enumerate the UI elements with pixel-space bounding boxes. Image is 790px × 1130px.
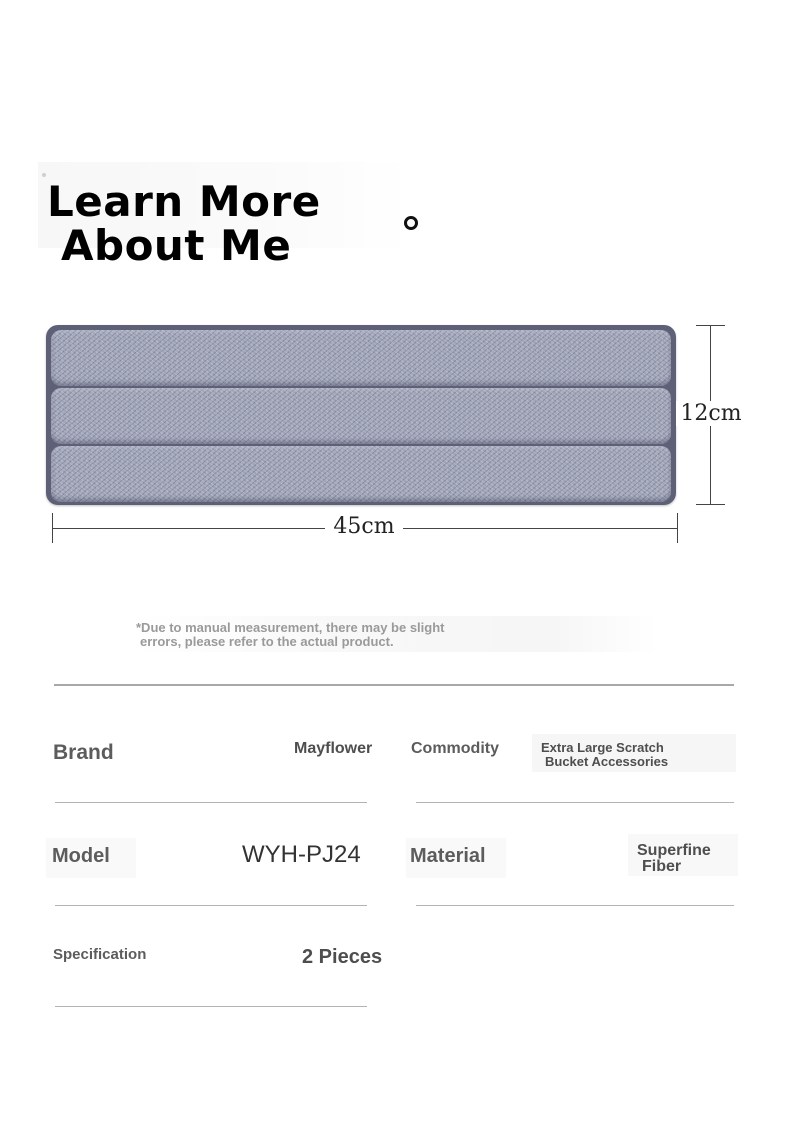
row-divider [416, 802, 734, 803]
brand-label: Brand [53, 741, 114, 764]
note-line-1: *Due to manual measurement, there may be slight [136, 620, 445, 635]
specification-value: 2 Pieces [302, 946, 383, 968]
row-divider [416, 905, 734, 906]
row-divider [55, 905, 367, 906]
commodity-value-line-1: Extra Large Scratch [541, 740, 664, 755]
title-line-1: Learn More [47, 177, 321, 226]
row-divider [55, 802, 367, 803]
material-value-line-1: Superfine [637, 842, 711, 859]
section-divider [54, 684, 734, 686]
pad-strip [51, 330, 671, 386]
width-dimension-cap [677, 513, 678, 543]
ring-icon [404, 216, 418, 230]
pad-strip [51, 388, 671, 444]
measurement-note [136, 621, 556, 649]
note-line-2: errors, please refer to the actual product. [140, 634, 394, 649]
commodity-value-line-2: Bucket Accessories [545, 754, 669, 769]
specification-label: Specification [53, 946, 147, 963]
width-dimension-cap [52, 513, 53, 543]
model-value: WYH-PJ24 [242, 841, 361, 868]
brand-value: Mayflower [294, 740, 373, 757]
height-dimension-cap [696, 504, 725, 505]
height-dimension-label: 12cm [676, 401, 746, 426]
decorative-dot [42, 173, 46, 177]
model-label: Model [52, 845, 110, 867]
row-divider [55, 1006, 367, 1007]
width-dimension-label: 45cm [325, 514, 403, 539]
height-dimension-cap [696, 325, 725, 326]
commodity-value [541, 741, 668, 769]
material-value [637, 843, 711, 875]
page-title [47, 177, 321, 270]
material-label: Material [410, 845, 486, 867]
title-line-2: About Me [61, 221, 292, 270]
pad-strip [51, 446, 671, 502]
mop-pad-image [46, 325, 676, 505]
commodity-label: Commodity [411, 740, 499, 757]
material-value-line-2: Fiber [642, 858, 682, 875]
